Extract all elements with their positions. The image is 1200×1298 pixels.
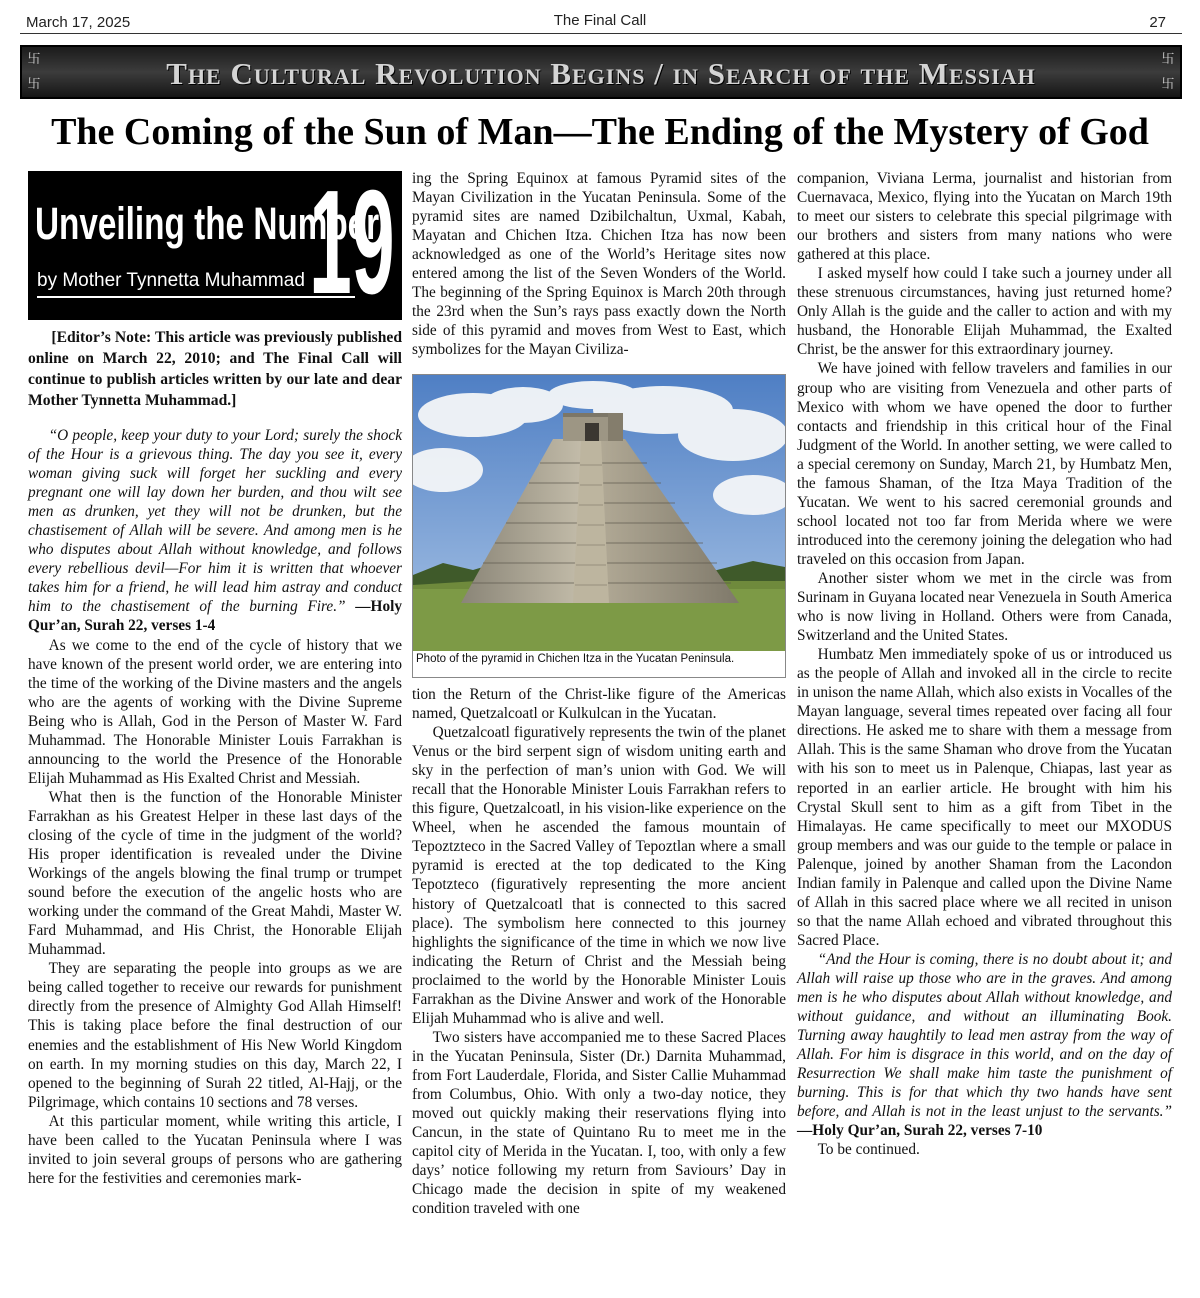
article-column-1: [28, 426, 402, 1188]
column-logo-number: 19: [309, 171, 395, 320]
issue-date: March 17, 2025: [26, 14, 131, 31]
article-column-2-top: [412, 169, 786, 359]
paragraph: I asked myself how could I take such a journey under all these strenuous circumstances, having just returned home? Only Allah is the guide and the caller to action and with my husband, the Honorable Elijah Muhammad, the Exalted Christ, be the answer for this extraordinary journey.: [797, 265, 1172, 359]
column-byline: by Mother Tynnetta Muhammad: [37, 269, 355, 298]
paragraph: Quetzalcoatl figuratively represents the twin of the planet Venus or the bird serpent sign of wisdom uniting earth and sky in the perfection of man’s union with God. We will recall that the Honorable Minister Louis Farrakhan refers to this figure, Quetzalcoatl, in his vision-like experience on the Wheel, when he ascended the famous mountain of Tepoztzteco in the Sacred Valley of Tepoztlan where a small pyramid is erected at the top dedicated to the King Tepotzteco (figuratively representing the more ancient history of Quetzalcoatl that is connected to this sacred place). The symbolism here connected to this journey highlights the significance of the time in which we now live indicating the Return of Christ and the Messiah being proclaimed to the world by the Honorable Minister Louis Farrakhan as the Divine Answer and work of the Honorable Elijah Muhammad who is alive and well.: [412, 724, 786, 1027]
opening-quote: “O people, keep your duty to your Lord; surely the shock of the Hour is a grievous thing. The day you see it, every woman giving suck will forget her suckling and every pregnant one will lay down her burden, and thou wilt see men as drunken, yet they will not be drunken, but the chastisement of Allah will be severe. And among men is he who disputes about Allah without knowledge, and follows every rebellious devil—For him it is written that whoever takes him for a friend, he will lead him astray and conduct him to the chastisement of the burning Fire.” —Holy Qur’an, Surah 22, verses 1-4: [28, 427, 402, 635]
paragraph: Humbatz Men immediately spoke of us or introduced us as the people of Allah and invoked all in the circle to recite in unison the name Allah, which also exists in Vocalles of the Mayan language, several times repeated over facing all four directions. He asked me to share with them a message from Allah. This is the same Shaman who drove from the Yucatan with his son to meet us in Palenque, Chiapas, last year as reported in an earlier article. He brought with him his Crystal Skull sent to him as a gift from Tibet in the Himalayas. He came specifically to meet our MXODUS group members and was our guide to the temple or palace in Palenque, joined by another Shaman from the Lacondon Indian family in Palenque and called upon the Divine Name of Allah in this sacred place where we all recited in unison so that the name Allah echoed and vibrated throughout this Sacred Place.: [797, 646, 1173, 949]
paragraph: tion the Return of the Christ-like figure of the Americas named, Quetzalcoatl or Kulkulcan in the Yucatan.: [412, 686, 786, 723]
left-ornament-icon: 卐 卐: [27, 52, 41, 92]
to-be-continued: To be continued.: [817, 1141, 920, 1159]
pyramid-photo: [412, 374, 786, 678]
paragraph: We have joined with fellow travelers and families in our group who are visiting from Venezuela and other parts of Mexico with whom we have opened the door to further contacts and friendship in this critical hour of the Final Judgment of the World. In another setting, we were called to a special ceremony on Sunday, March 21, by Humbatz Men, the famous Shaman, of the Itza Maya Tradition of the Yucatan. We went to his sacred ceremonial grounds and school located not too far from Merida where we were introduced into the ceremony joining the delegation who had traveled on this occasion from Japan.: [797, 360, 1172, 568]
paragraph: As we come to the end of the cycle of history that we have known of the present world order, we are entering into the time of the working of the Divine masters and the angels who are the agents of working with the Divine Supreme Being who is Allah, God in the Person of Master W. Fard Muhammad. The Honorable Minister Louis Farrakhan is announcing to the world the Presence of the Honorable Elijah Muhammad as His Exalted Christ and Messiah.: [28, 636, 402, 787]
folio-line: [20, 14, 1180, 34]
section-banner: [20, 45, 1182, 99]
paragraph: Another sister whom we met in the circle was from Surinam in Guyana located near Venezuela in South America who is now living in Holland. Others were from Canada, Switzerland and the United States.: [797, 569, 1172, 645]
article-column-3: [797, 169, 1172, 1159]
paragraph: Two sisters have accompanied me to these Sacred Places in the Yucatan Peninsula, Sister (Dr.) Darnita Muhammad, from Fort Lauderdale, Florida, and Sister Callie Muhammad from Columbus, Ohio. With only a two-day notice, they moved out quickly making their reservations flying into Cancun, in the state of Quintano Ru to meet me in the capitol city of Merida in the Yucatan. I, too, with only a few days’ notice following my return from Saviours’ Day in Chicago made the decision in spite of my weakened condition traveled with one: [412, 1028, 786, 1218]
paragraph: They are separating the people into groups as we are being called together to receive our rewards for punishment directly from the presence of Almighty God Allah Himself! This is taking place before the final destruction of our enemies and the establishment of His New World Kingdom on earth. In my morning studies on this day, March 22, I opened to the beginning of Surah 22 titled, Al-Hajj, or the Pilgrimage, which contains 10 sections and 78 verses.: [28, 960, 402, 1111]
right-ornament-icon: 卐 卐: [1161, 52, 1175, 92]
pyramid-image: [413, 375, 785, 651]
paragraph: ing the Spring Equinox at famous Pyramid sites of the Mayan Civilization in the Yucatan Peninsula. Some of the pyramid sites are named Dzibilchaltun, Uxmal, Kabah, Mayatan and Chichen Itza. Chichen Itza has now been acknowledged as one of the World’s Heritage sites now entered among the list of the Seven Wonders of the World. The beginning of the Spring Equinox is March 20th through the 23rd when the Sun’s rays pass exactly down the North side of this pyramid and moves from West to East, which symbolizes for the Mayan Civiliza-: [412, 170, 786, 359]
column-logo: [28, 171, 402, 320]
newspaper-name: The Final Call: [553, 12, 647, 29]
paragraph: companion, Viviana Lerma, journalist and historian from Cuernavaca, Mexico, flying into the Yucatan on March 19th to meet our sisters to celebrate this special pilgrimage with our brothers and sisters from many nations who were gathered at this place.: [797, 170, 1172, 264]
paragraph: What then is the function of the Honorable Minister Farrakhan as his Greatest Helper in these last days of the closing of the cycle of time in the judgment of the world? His proper identification is revealed under the Divine Workings of the angels blowing the final trump or trumpet sound before the execution of the angelic hosts who are working under the command of the Great Mahdi, Master W. Fard Muhammad, and His Christ, the Honorable Elijah Muhammad.: [28, 788, 402, 959]
closing-quote: “And the Hour is coming, there is no doubt about it; and Allah will raise up those who are in the graves. And among men is he who disputes about Allah without knowledge, and without guidance, and without an illuminating Book. Turning away haughtily to lead men astray from the way of Allah. For him is disgrace in this world, and on the day of Resurrection We shall make him taste the punishment of burning. This is for that which thy two hands have sent before, and Allah is not in the least unjust to the servants.” —Holy Qur’an, Surah 22, verses 7-10: [797, 950, 1172, 1140]
column-logo-title: Unveiling the Number: [35, 198, 380, 249]
article-column-2-bottom: [412, 685, 786, 1218]
quote-citation: —Holy Qur’an, Surah 22, verses 7-10: [797, 1122, 1043, 1140]
photo-caption: Photo of the pyramid in Chichen Itza in the Yucatan Peninsula.: [416, 653, 735, 665]
section-banner-title: The Cultural Revolution Begins / in Search of the Messiah: [166, 56, 1036, 91]
folio-rule: [20, 33, 1182, 34]
page-number: 27: [1149, 14, 1166, 31]
quote-citation: —Holy Qur’an, Surah 22, verses 1-4: [28, 598, 402, 635]
editor-note: [Editor’s Note: This article was previously published online on March 22, 2010; and The Final Call will continue to publish articles written by our late and dear Mother Tynnetta Muhammad.]: [28, 329, 402, 409]
paragraph: At this particular moment, while writing this article, I have been called to the Yucatan Peninsula where I was invited to join several groups of persons who are gathering here for the festivities and ceremonies mark-: [28, 1112, 402, 1187]
article-headline: The Coming of the Sun of Man—The Ending of the Mystery of God: [51, 111, 1149, 153]
